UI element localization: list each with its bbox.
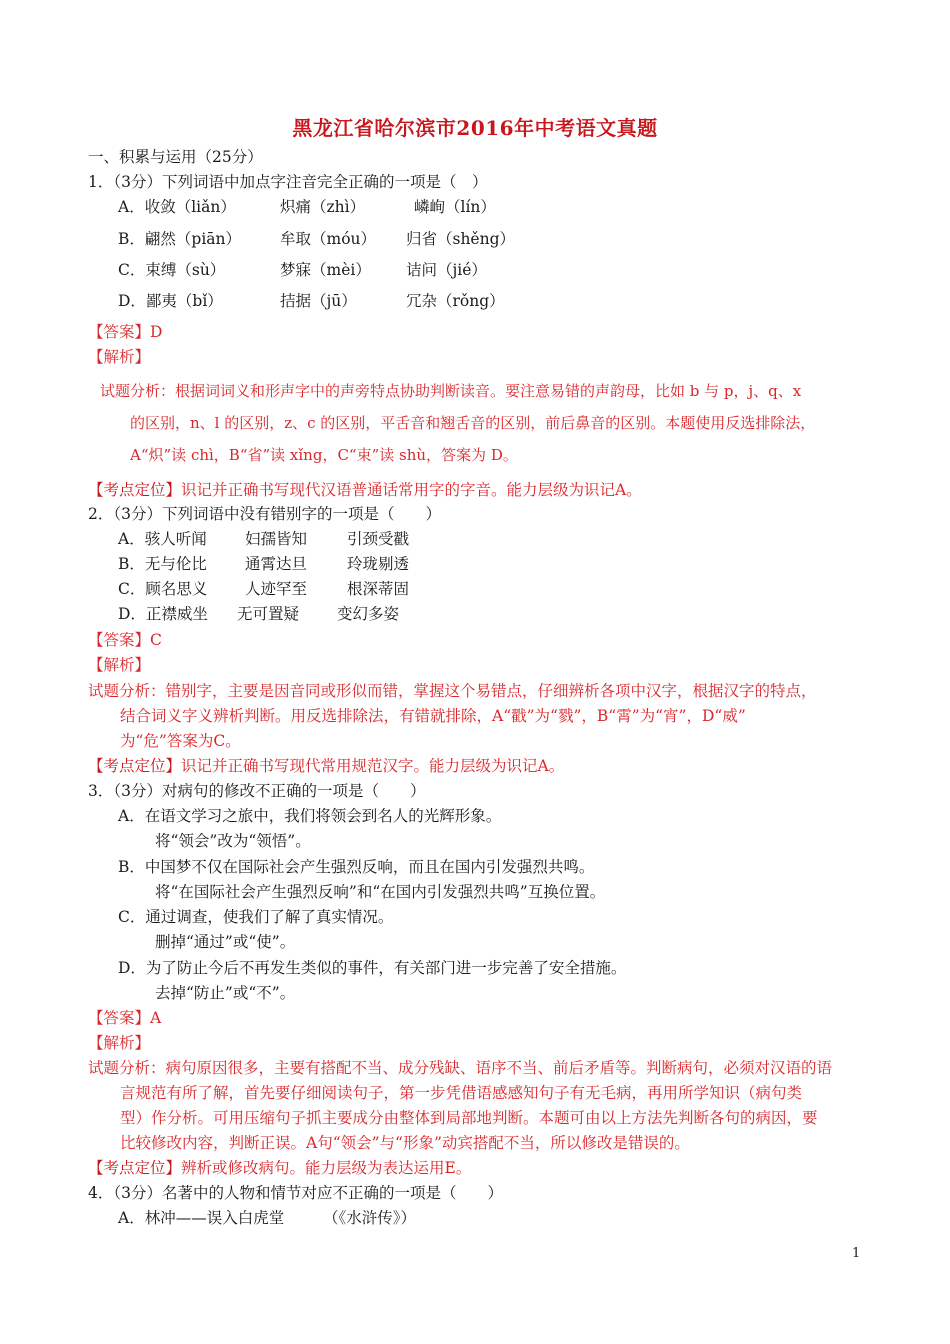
q3-analysis-line-3: 型）作分析。可用压缩句子抓主要成分由整体到局部地判断。本题可由以上方法先判断各句的病因，要 [120, 1109, 818, 1127]
q2-analysis-line-3: 为“危”答案为C。 [120, 732, 241, 750]
section-heading: 一、积累与运用（25分） [88, 148, 263, 166]
q1-kaodian: 【考点定位】识记并正确书写现代汉语普通话常用字的字音。能力层级为识记A。 [88, 481, 642, 499]
q3-option-c: C．通过调查，使我们了解了真实情况。 [118, 908, 394, 926]
page-title: 黑龙江省哈尔滨市2016年中考语文真题 [292, 116, 658, 140]
q2-option-d-3: 变幻多姿 [337, 605, 400, 623]
q1-option-a-1: A．收敛（liǎn） [118, 198, 236, 216]
q2-option-c-3: 根深蒂固 [347, 580, 410, 598]
q1-analysis-line-1: 试题分析：根据词词义和形声字中的声旁特点协助判断读音。要注意易错的声韵母，比如 b 与 p，j、q、x [100, 382, 802, 400]
q1-option-b-2: 牟取（móu） [280, 230, 377, 248]
q2-analysis-line-1: 试题分析：错别字，主要是因音同或形似而错，掌握这个易错点，仔细辨析各项中汉字，根据汉字的特点， [88, 682, 817, 700]
q1-option-a-3: 嶙峋（lín） [414, 198, 496, 216]
q1-option-c-1: C．束缚（sù） [118, 261, 226, 279]
q3-option-d: D．为了防止今后不再发生类似的事件，有关部门进一步完善了安全措施。 [118, 959, 627, 977]
q3-analysis-line-1: 试题分析：病句原因很多，主要有搭配不当、成分残缺、语序不当、前后矛盾等。判断病句，必须对汉语的语 [88, 1059, 833, 1077]
q1-option-c-2: 梦寐（mèi） [280, 261, 371, 279]
q1-option-b-1: B．翩然（piān） [118, 230, 241, 248]
q3-option-a-fix: 将“领会”改为“领悟”。 [155, 832, 311, 850]
q2-option-d-2: 无可置疑 [237, 605, 300, 623]
q2-option-b-2: 通霄达旦 [245, 555, 308, 573]
q4-stem: 4．（3分）名著中的人物和情节对应不正确的一项是（ ） [88, 1184, 503, 1202]
q1-analysis-label: 【解析】 [88, 348, 151, 366]
q3-option-a: A．在语文学习之旅中，我们将领会到名人的光辉形象。 [118, 807, 502, 825]
q2-option-d-1: D．正襟威坐 [118, 605, 208, 623]
q1-option-d-2: 拮据（jū） [280, 292, 357, 310]
q1-answer: 【答案】D [88, 323, 163, 341]
q3-option-d-fix: 去掉“防止”或“不”。 [155, 984, 296, 1002]
q1-option-a-2: 炽痛（zhì） [280, 198, 366, 216]
q2-kaodian: 【考点定位】识记并正确书写现代常用规范汉字。能力层级为识记A。 [88, 757, 565, 775]
q2-stem: 2．（3分）下列词语中没有错别字的一项是（ ） [88, 505, 441, 523]
q4-option-a: A．林冲——误入白虎堂 （《水浒传》） [118, 1209, 416, 1227]
q3-option-c-fix: 删掉“通过”或“使”。 [155, 933, 296, 951]
q1-stem: 1．（3分）下列词语中加点字注音完全正确的一项是（ ） [88, 173, 488, 191]
q2-analysis-label: 【解析】 [88, 656, 151, 674]
q3-kaodian: 【考点定位】辨析或修改病句。能力层级为表达运用E。 [88, 1159, 472, 1177]
q3-analysis-line-4: 比较修改内容，判断正误。A句“领会”与“形象”动宾搭配不当，所以修改是错误的。 [120, 1134, 690, 1152]
q1-analysis-line-2: 的区别，n、l 的区别，z、c 的区别，平舌音和翘舌音的区别，前后鼻音的区别。本题使用反选排除法， [130, 414, 816, 432]
q3-option-b: B．中国梦不仅在国际社会产生强烈反响，而且在国内引发强烈共鸣。 [118, 858, 595, 876]
q1-option-d-1: D．鄙夷（bǐ） [118, 292, 223, 310]
q2-option-b-1: B．无与伦比 [118, 555, 207, 573]
q2-option-c-2: 人迹罕至 [245, 580, 308, 598]
q2-option-a-1: A．骇人听闻 [118, 530, 207, 548]
q3-answer: 【答案】A [88, 1009, 162, 1027]
q1-option-c-3: 诘问（jié） [406, 261, 487, 279]
q2-option-c-1: C．顾名思义 [118, 580, 208, 598]
q2-answer: 【答案】C [88, 631, 162, 649]
q2-option-a-2: 妇孺皆知 [245, 530, 308, 548]
q1-option-d-3: 冗杂（rǒng） [406, 292, 505, 310]
q1-analysis-line-3: A“炽”读 chì，B“省”读 xǐng，C“束”读 shù，答案为 D。 [130, 446, 518, 464]
q3-stem: 3．（3分）对病句的修改不正确的一项是（ ） [88, 782, 426, 800]
q2-option-a-3: 引颈受戳 [347, 530, 410, 548]
q3-option-b-fix: 将“在国际社会产生强烈反响”和“在国内引发强烈共鸣”互换位置。 [155, 883, 606, 901]
q2-option-b-3: 玲珑剔透 [347, 555, 410, 573]
q3-analysis-line-2: 言规范有所了解，首先要仔细阅读句子，第一步凭借语感感知句子有无毛病，再用所学知识（病句类 [120, 1084, 803, 1102]
q1-option-b-3: 归省（shěng） [406, 230, 516, 248]
page-number: 1 [852, 1246, 861, 1261]
q3-analysis-label: 【解析】 [88, 1034, 151, 1052]
q2-analysis-line-2: 结合词义字义辨析判断。用反选排除法，有错就排除，A“戳”为“戮”，B“霄”为“宵”，D“威” [120, 707, 746, 725]
